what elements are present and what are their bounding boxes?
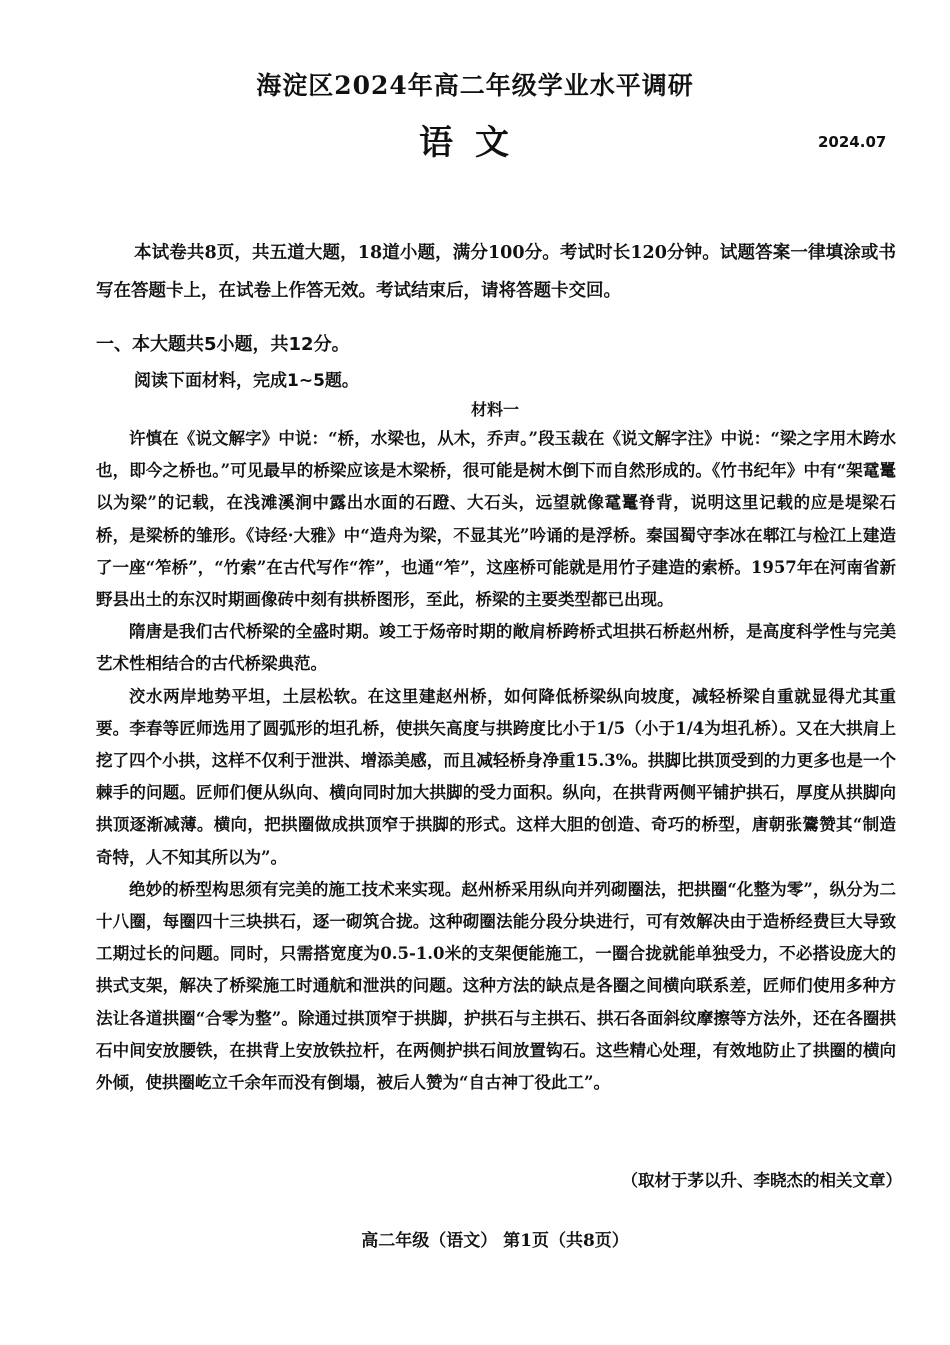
section-one-heading: 一、本大题共5小题，共12分。 <box>96 334 350 355</box>
material-paragraph: 洨水两岸地势平坦，土层松软。在这里建赵州桥，如何降低桥梁纵向坡度，减轻桥梁自重就显得尤其重要。李春等匠师选用了圆弧形的坦孔桥，使拱矢高度与拱跨度比小于1/5（小于1/4为坦孔桥）。又在大拱肩上挖了四个小拱，这样不仅利于泄洪、增添美感，而且减轻桥身净重15.3%。拱脚比拱顶受到的力更多也是一个棘手的问题。匠师们便从纵向、横向同时加大拱脚的受力面积。纵向，在拱背两侧平铺护拱石，厚度从拱脚向拱顶逐渐减薄。横向，把拱圈做成拱顶窄于拱脚的形式。这样大胆的创造、奇巧的桥型，唐朝张鷟赞其“制造奇特，人不知其所以为”。 <box>96 686 896 867</box>
exam-date: 2024.07 <box>818 133 887 151</box>
section-one-instruction: 阅读下面材料，完成1~5题。 <box>134 371 359 391</box>
material-paragraph: 隋唐是我们古代桥梁的全盛时期。竣工于炀帝时期的敞肩桥跨桥式坦拱石桥赵州桥，是高度科学性与完美艺术性相结合的古代桥梁典范。 <box>96 622 896 674</box>
exam-instructions: 本试卷共8页，共五道大题，18道小题，满分100分。考试时长120分钟。试题答案一律填涂或书写在答题卡上，在试卷上作答无效。考试结束后，请将答题卡交回。 <box>96 243 896 301</box>
subject-title: 语文 <box>419 123 531 163</box>
material-one-body <box>96 423 896 1099</box>
page-footer: 高二年级（语文） 第1页（共8页） <box>361 1231 629 1251</box>
material-paragraph: 绝妙的桥型构思须有完美的施工技术来实现。赵州桥采用纵向并列砌圈法，把拱圈“化整为零”，纵分为二十八圈，每圈四十三块拱石，逐一砌筑合拢。这种砌圈法能分段分块进行，可有效解决由于造桥经费巨大导致工期过长的问题。同时，只需搭宽度为0.5-1.0米的支架便能施工，一圈合拢就能单独受力，不必搭设庞大的拱式支架，解决了桥梁施工时通航和泄洪的问题。这种方法的缺点是各圈之间横向联系差，匠师们使用多种方法让各道拱圈“合零为整”。除通过拱顶窄于拱脚，护拱石与主拱石、拱石各面斜纹摩擦等方法外，还在各圈拱石中间安放腰铁，在拱背上安放铁拉杆，在两侧护拱石间放置钩石。这些精心处理，有效地防止了拱圈的横向外倾，使拱圈屹立千余年而没有倒塌，被后人赞为“自古神丁役此工”。 <box>96 879 896 1093</box>
exam-title: 海淀区2024年高二年级学业水平调研 <box>256 71 694 100</box>
material-one-title: 材料一 <box>470 400 519 419</box>
material-paragraph: 许慎在《说文解字》中说：“桥，水梁也，从木，乔声。”段玉裁在《说文解字注》中说：“梁之字用木跨水也，即今之桥也。”可见最早的桥梁应该是木梁桥，很可能是树木倒下而自然形成的。《竹书纪年》中有“架鼋鼍以为梁”的记载，在浅滩溪涧中露出水面的石蹬、大石头，远望就像鼋鼍脊背，说明这里记载的应是堤梁石桥，是梁桥的雏形。《诗经·大雅》中“造舟为梁，不显其光”吟诵的是浮桥。秦国蜀守李冰在郫江与检江上建造了一座“笮桥”，“竹索”在古代写作“筰”，也通“笮”，这座桥可能就是用竹子建造的索桥。1957年在河南省新野县出土的东汉时期画像砖中刻有拱桥图形，至此，桥梁的主要类型都已出现。 <box>96 429 896 610</box>
material-source: （取材于茅以升、李晓杰的相关文章） <box>621 1171 902 1190</box>
